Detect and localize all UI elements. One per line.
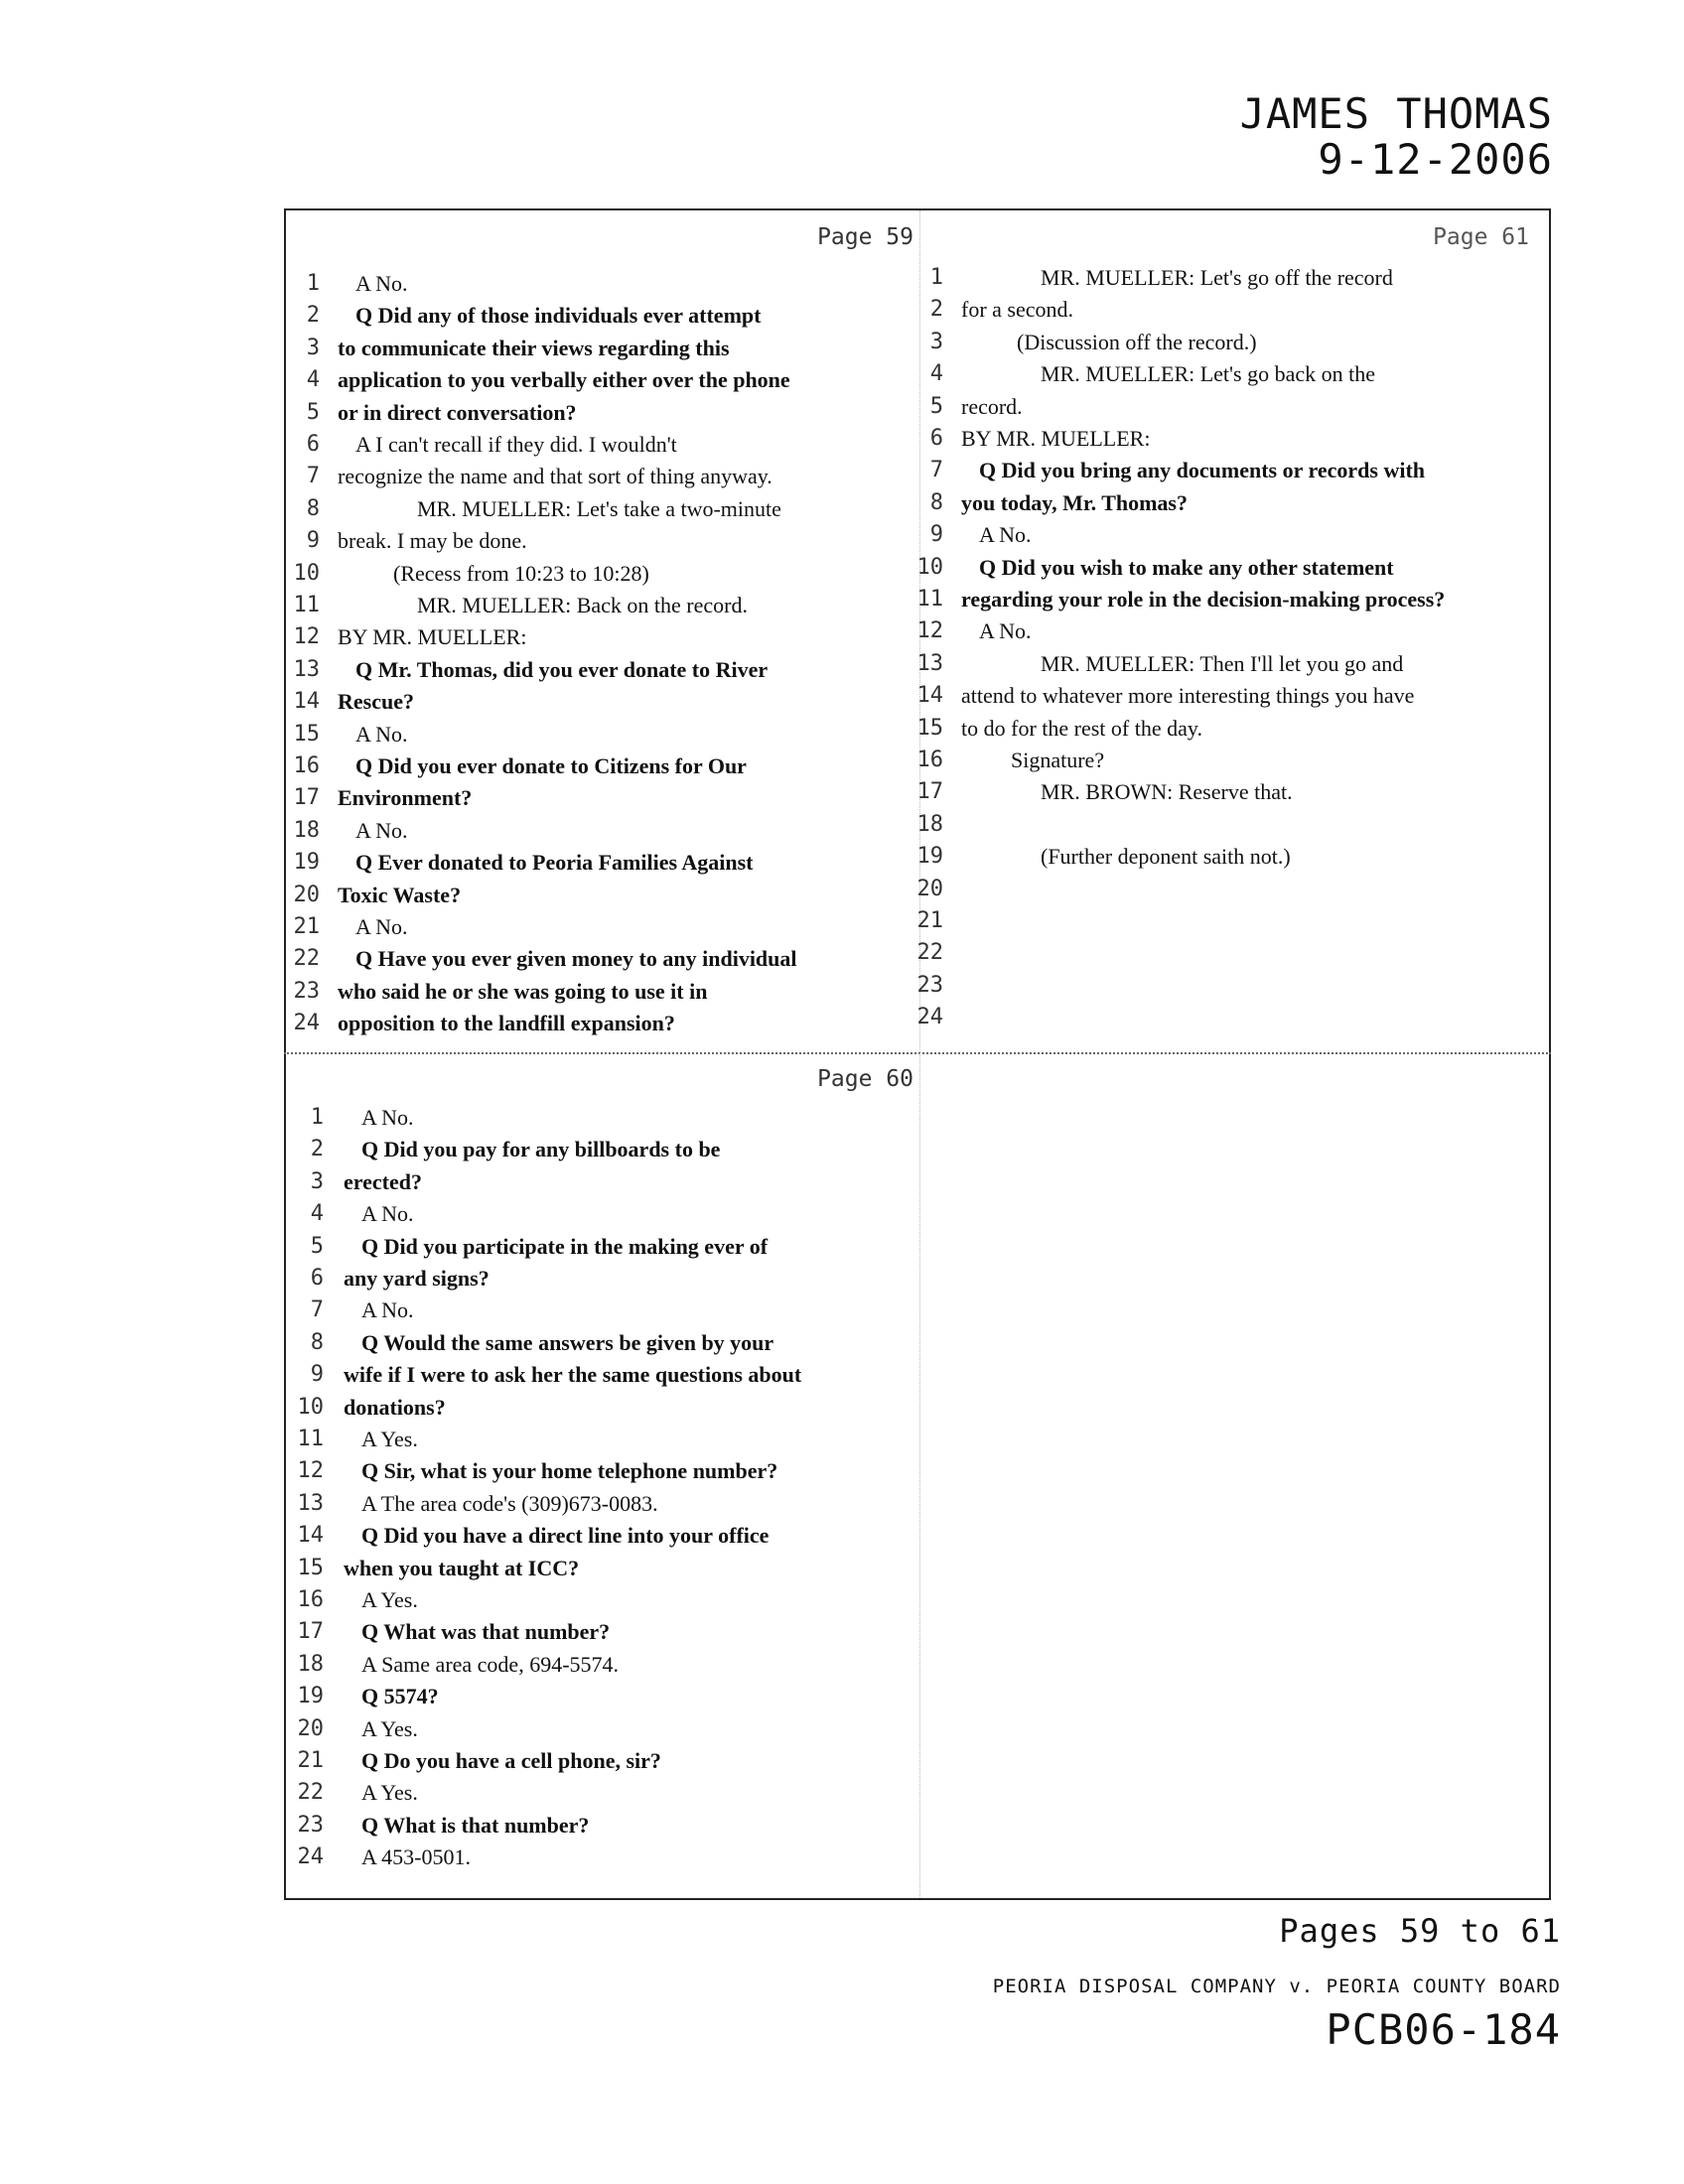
line-number: 18 xyxy=(916,811,943,837)
line-number: 9 xyxy=(929,522,943,548)
line-number: 24 xyxy=(297,1844,324,1870)
transcript-line: Q 5574? xyxy=(361,1684,439,1709)
transcript-line: erected? xyxy=(344,1168,422,1194)
line-number: 12 xyxy=(297,1458,324,1484)
pages-range: Pages 59 to 61 xyxy=(1279,1912,1561,1950)
line-number: 10 xyxy=(297,1394,324,1420)
line-number: 1 xyxy=(310,1105,324,1130)
line-number: 8 xyxy=(310,1329,324,1355)
line-number: 6 xyxy=(310,1266,324,1291)
witness-name: JAMES THOMAS xyxy=(1239,89,1553,138)
transcript-line: or in direct conversation? xyxy=(338,399,577,425)
transcript-line: Q What is that number? xyxy=(361,1812,590,1838)
line-number: 10 xyxy=(293,560,320,586)
line-number: 6 xyxy=(929,426,943,451)
line-number: 23 xyxy=(293,978,320,1004)
transcript-line: Q Do you have a cell phone, sir? xyxy=(361,1748,661,1773)
transcript-line: A Yes. xyxy=(361,1587,418,1612)
transcript-line: A The area code's (309)673-0083. xyxy=(361,1490,658,1516)
transcript-line: Q Did you ever donate to Citizens for Our xyxy=(355,753,747,778)
line-number: 5 xyxy=(310,1233,324,1259)
transcript-line: Q Did any of those individuals ever attempt xyxy=(355,303,762,329)
line-number: 9 xyxy=(306,528,320,554)
line-number: 2 xyxy=(306,303,320,329)
line-number: 13 xyxy=(293,656,320,682)
line-number: 15 xyxy=(916,715,943,741)
line-number: 21 xyxy=(916,908,943,933)
transcript-line: recognize the name and that sort of thing anyway. xyxy=(338,464,772,489)
transcript-line: A No. xyxy=(355,817,408,843)
transcript-line: BY MR. MUELLER: xyxy=(961,426,1151,451)
transcript-line: A Yes. xyxy=(361,1780,418,1806)
line-number: 12 xyxy=(293,624,320,650)
transcript-line: any yard signs? xyxy=(344,1266,490,1291)
transcript-line: attend to whatever more interesting things you have xyxy=(961,683,1415,709)
transcript-line: Q Sir, what is your home telephone number? xyxy=(361,1458,778,1484)
line-number: 23 xyxy=(297,1812,324,1838)
transcript-line: A I can't recall if they did. I wouldn't xyxy=(355,432,677,457)
transcript-line: A No. xyxy=(355,914,408,939)
transcript-line: Q Did you participate in the making ever of xyxy=(361,1233,769,1259)
transcript-line: Environment? xyxy=(338,785,473,811)
transcript-line: BY MR. MUELLER: xyxy=(338,624,527,650)
line-number: 8 xyxy=(929,489,943,515)
transcript-line: A No. xyxy=(355,721,408,747)
transcript-line: (Further deponent saith not.) xyxy=(1041,844,1291,870)
transcript-line: A No. xyxy=(361,1201,414,1227)
transcript-line: Q Have you ever given money to any individual xyxy=(355,946,797,972)
line-number: 3 xyxy=(929,329,943,354)
transcript-line: MR. MUELLER: Let's go back on the xyxy=(1041,361,1375,387)
page-61-label: Page 61 xyxy=(1433,224,1529,250)
line-number: 7 xyxy=(306,464,320,489)
line-number: 20 xyxy=(916,876,943,901)
transcript-line: Q Did you bring any documents or records with xyxy=(979,458,1426,483)
transcript-line: opposition to the landfill expansion? xyxy=(338,1011,675,1036)
transcript-line: (Discussion off the record.) xyxy=(1017,329,1257,354)
line-number: 15 xyxy=(297,1555,324,1580)
transcript-line: MR. MUELLER: Back on the record. xyxy=(417,593,748,617)
line-number: 12 xyxy=(916,618,943,644)
line-number: 22 xyxy=(916,940,943,966)
transcript-line: A Yes. xyxy=(361,1715,418,1741)
line-number: 19 xyxy=(916,844,943,870)
line-number: 2 xyxy=(310,1137,324,1162)
line-number: 2 xyxy=(929,297,943,323)
line-number: 20 xyxy=(293,882,320,907)
line-number: 22 xyxy=(297,1780,324,1806)
line-number: 11 xyxy=(916,587,943,612)
line-number: 21 xyxy=(297,1748,324,1773)
line-number: 15 xyxy=(293,721,320,747)
transcript-line: who said he or she was going to use it in xyxy=(338,978,708,1004)
line-number: 5 xyxy=(929,393,943,419)
line-number: 16 xyxy=(293,753,320,778)
line-number: 3 xyxy=(306,335,320,360)
line-number: 11 xyxy=(297,1427,324,1451)
line-number: 9 xyxy=(310,1362,324,1388)
transcript-line: regarding your role in the decision-making process? xyxy=(961,587,1446,612)
line-number: 18 xyxy=(293,817,320,843)
transcript-line: Q Ever donated to Peoria Families Against xyxy=(355,850,754,876)
page-divider xyxy=(284,1052,1551,1054)
transcript-line: to do for the rest of the day. xyxy=(961,715,1202,741)
line-number: 22 xyxy=(293,946,320,972)
page-59-label: Page 59 xyxy=(817,224,913,250)
line-number: 5 xyxy=(306,399,320,425)
transcript-line: Q Would the same answers be given by your xyxy=(361,1329,774,1355)
transcript-line: A Same area code, 694-5574. xyxy=(361,1651,620,1677)
transcript-line: to communicate their views regarding this xyxy=(338,335,730,360)
transcript-line: when you taught at ICC? xyxy=(344,1555,580,1580)
transcript-line: donations? xyxy=(344,1394,446,1420)
line-number: 21 xyxy=(293,914,320,939)
transcript-line: wife if I were to ask her the same questions about xyxy=(344,1362,802,1388)
transcript-line: A No. xyxy=(361,1297,414,1323)
line-number: 13 xyxy=(297,1490,324,1516)
transcript-line: Q What was that number? xyxy=(361,1619,611,1645)
line-number: 23 xyxy=(916,972,943,998)
line-number: 17 xyxy=(916,779,943,805)
case-number: PCB06-184 xyxy=(1326,2005,1561,2054)
case-title: PEORIA DISPOSAL COMPANY v. PEORIA COUNTY BOARD xyxy=(992,1976,1561,1997)
transcript-line: A No. xyxy=(355,271,408,296)
transcript-line: record. xyxy=(961,393,1023,419)
line-number: 14 xyxy=(293,689,320,715)
transcript-line: MR. MUELLER: Then I'll let you go and xyxy=(1041,650,1404,676)
transcript-line: Rescue? xyxy=(338,689,414,715)
line-number: 20 xyxy=(297,1715,324,1741)
transcript-line: Signature? xyxy=(1011,748,1105,772)
transcript-line: Q Mr. Thomas, did you ever donate to River xyxy=(355,656,769,682)
transcript-line: MR. MUELLER: Let's go off the record xyxy=(1041,265,1393,290)
line-number: 1 xyxy=(929,265,943,290)
line-number: 24 xyxy=(916,1005,943,1030)
line-number: 7 xyxy=(929,458,943,483)
line-number: 17 xyxy=(293,785,320,811)
line-number: 24 xyxy=(293,1011,320,1036)
transcript-line: MR. BROWN: Reserve that. xyxy=(1041,779,1293,805)
transcript-line: Q Did you have a direct line into your office xyxy=(361,1523,770,1549)
transcript-line: (Recess from 10:23 to 10:28) xyxy=(393,560,649,586)
transcript-line: for a second. xyxy=(961,297,1074,323)
transcript-line: MR. MUELLER: Let's take a two-minute xyxy=(417,495,781,521)
line-number: 4 xyxy=(929,361,943,387)
line-number: 16 xyxy=(916,748,943,772)
transcript-line: A No. xyxy=(361,1105,414,1130)
line-number: 17 xyxy=(297,1619,324,1645)
line-number: 16 xyxy=(297,1587,324,1612)
transcript-line: Q Did you pay for any billboards to be xyxy=(361,1137,721,1162)
transcript-line: break. I may be done. xyxy=(338,528,527,554)
transcript-line: A Yes. xyxy=(361,1427,418,1451)
line-number: 4 xyxy=(310,1201,324,1227)
page-60-label: Page 60 xyxy=(817,1066,913,1092)
transcript-line: A 453-0501. xyxy=(361,1844,471,1870)
line-number: 1 xyxy=(306,271,320,296)
deposition-date: 9-12-2006 xyxy=(1318,135,1553,184)
line-number: 14 xyxy=(916,683,943,709)
transcript-line: A No. xyxy=(979,522,1032,548)
line-number: 10 xyxy=(916,554,943,580)
line-number: 19 xyxy=(297,1684,324,1709)
transcript-line: A No. xyxy=(979,618,1032,644)
line-number: 11 xyxy=(293,593,320,617)
line-number: 14 xyxy=(297,1523,324,1549)
transcript-line: application to you verbally either over the phone xyxy=(338,367,790,393)
line-number: 19 xyxy=(293,850,320,876)
transcript-line: Q Did you wish to make any other statement xyxy=(979,554,1394,580)
transcript-line: Toxic Waste? xyxy=(338,882,462,907)
line-number: 8 xyxy=(306,495,320,521)
line-number: 4 xyxy=(306,367,320,393)
line-number: 7 xyxy=(310,1297,324,1323)
line-number: 6 xyxy=(306,432,320,457)
transcript-line: you today, Mr. Thomas? xyxy=(961,489,1188,515)
line-number: 18 xyxy=(297,1651,324,1677)
line-number: 13 xyxy=(916,650,943,676)
line-number: 3 xyxy=(310,1168,324,1194)
